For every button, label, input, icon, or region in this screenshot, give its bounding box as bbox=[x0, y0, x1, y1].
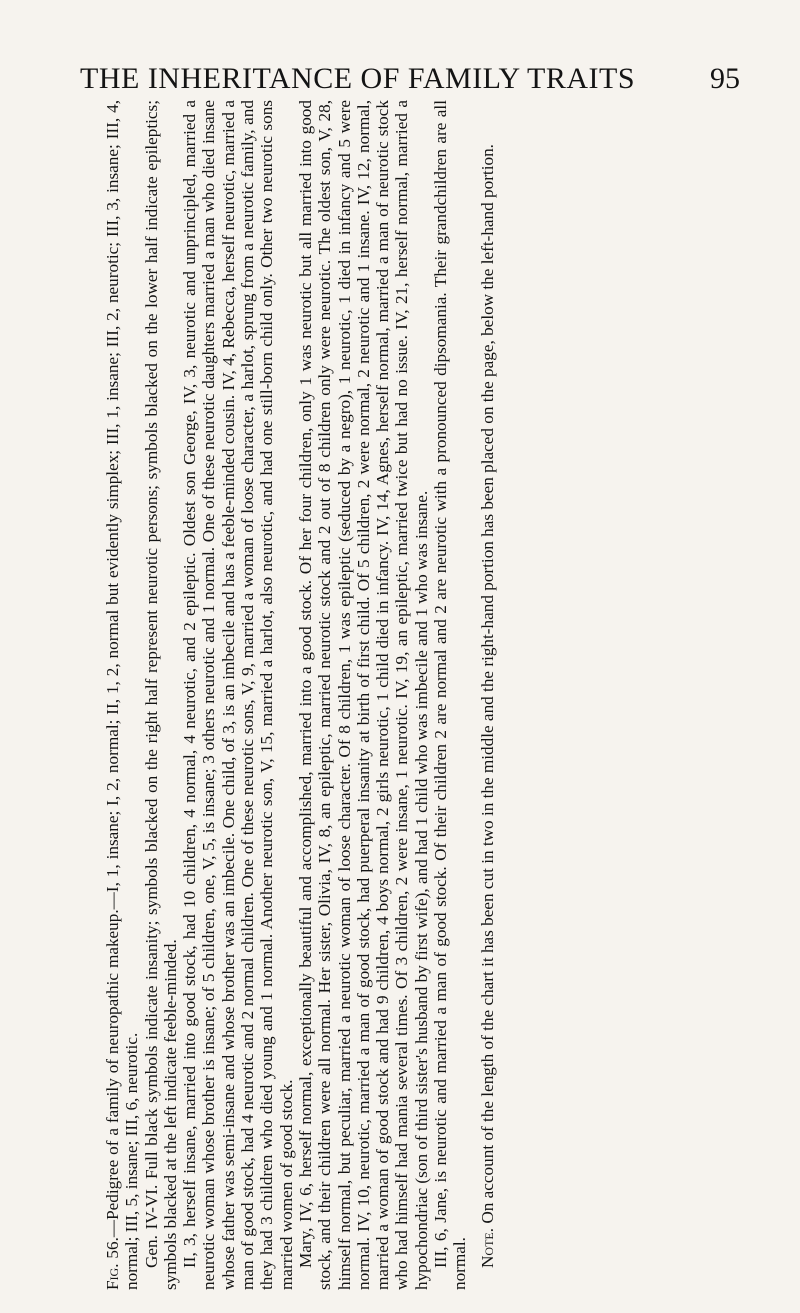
page-number: 95 bbox=[710, 62, 740, 95]
note-text: On account of the length of the chart it has been cut in two in the middle and the right-hand portion has been placed on the page, below the left-hand portion. bbox=[477, 144, 497, 1224]
body-paragraph: III, 6, Jane, is neurotic and married a man of good stock. Of their children 2 are normal and 2 are neurotic with a pronounced dipsomania. Their grandchildren are all normal. bbox=[431, 100, 470, 1290]
running-title: THE INHERITANCE OF FAMILY TRAITS bbox=[80, 62, 636, 95]
note-label: Note. bbox=[477, 1227, 497, 1268]
body-paragraph: II, 3, herself insane, married into good stock, had 10 children, 4 normal, 4 neurotic, and 2 epileptic. Oldest son George, IV, 3, neurotic and unprincipled, married a neurotic woman whose brother is insane; of 5 children, one, V, 5, is insane; 3 others neurotic and 1 normal. One of these neurotic daughters married a man who died insane whose father was semi-insane and whose brother was an imbecile. One child, of 3, is an imbecile and has a feeble-minded cousin. IV, 4, Rebecca, herself neurotic, married a man of good stock, had 4 neurotic and 2 normal children. One of these neurotic sons, V, 9, married a woman of loose character, a harlot, sprung from a neurotic family, and they had 3 children who died young and 1 normal. Another neurotic son, V, 15, married a harlot, also neurotic, and had one still-born child only. Other two neurotic sons married women of good stock. bbox=[180, 100, 296, 1290]
page-header bbox=[80, 62, 740, 96]
note-paragraph bbox=[478, 100, 497, 1290]
figure-label: Fig. 56. bbox=[103, 1237, 122, 1290]
body-paragraph: Mary, IV, 6, herself normal, exceptionally beautiful and accomplished, married into a good stock. Of her four children, only 1 was neurotic but all married into good stock, and their children were all normal. Her sister, Olivia, IV, 8, an epileptic, married neurotic stock and 2 out of 8 children only were neurotic. The oldest son, V, 28, himself normal, but peculiar, married a neurotic woman of loose character. Of 8 children, 1 was epileptic (seduced by a negro), 1 neurotic, 1 died in infancy and 5 were normal. IV, 10, neurotic, married a man of good stock, had puerperal insanity at birth of first child. Of 5 children, 2 were normal, 2 neurotic and 1 insane. IV, 12, normal, married a woman of good stock and had 9 children, 4 boys normal, 2 girls neurotic, 1 child died in infancy. IV, 14, Agnes, herself normal, married a man of neurotic stock who had himself had mania several times. Of 3 children, 2 were insane, 1 neurotic. IV, 19, an epileptic, married twice but had no issue. IV, 21, herself normal, married a hypochondriac (son of third sister's husband by first wife), and had 1 child who was imbecile and 1 who was insane. bbox=[295, 100, 431, 1290]
paragraph-gap bbox=[470, 100, 478, 1290]
figure-caption-text: —Pedigree of a family of neuropathic makeup.—I, 1, insane; I, 2, normal; II, 1, 2, normal but evidently simplex; III, 1, insane; III, 2, neurotic; III, 3, insane; III, 4, normal; III, 5, insane; III, 6, neurotic. bbox=[103, 100, 142, 1290]
figure-caption bbox=[103, 100, 142, 1290]
figure-legend: Gen. IV-VI. Full black symbols indicate insanity; symbols blacked on the right half represent neurotic persons; symbols blacked on the lower half indicate epileptics; symbols blacked at the left indicate feeble-minded. bbox=[141, 100, 180, 1290]
rotated-text-block bbox=[103, 100, 673, 1290]
